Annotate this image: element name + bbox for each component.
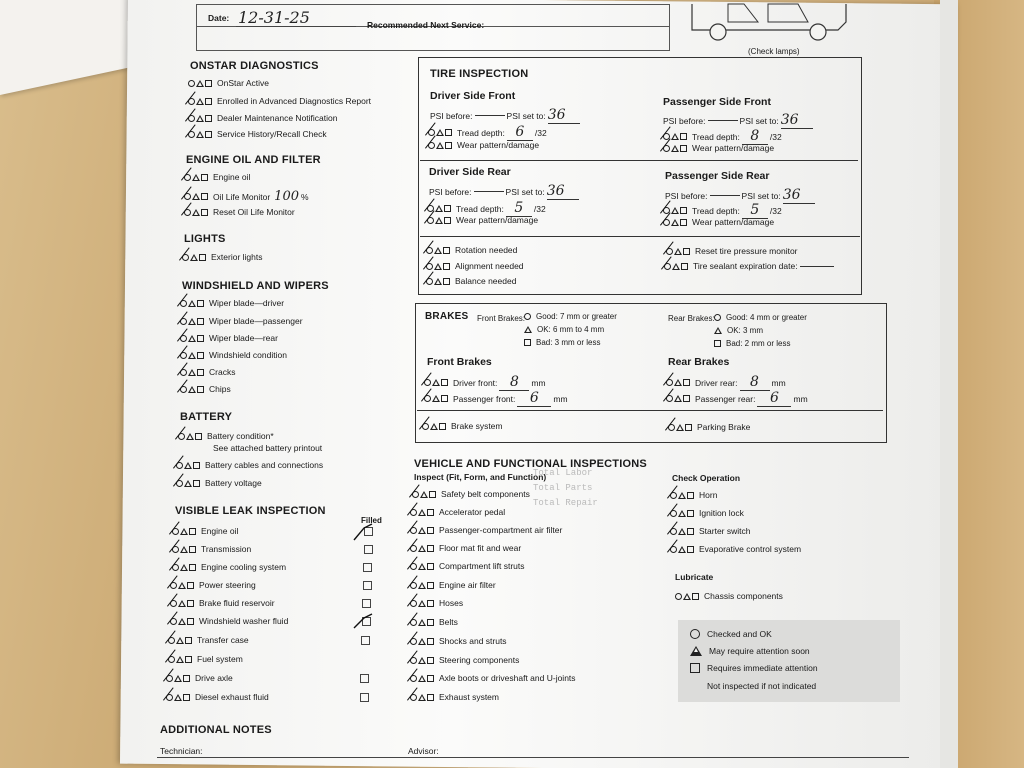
leak-item[interactable]: Diesel exhaust fluid [166, 692, 269, 702]
wipers-item[interactable]: Wiper blade—passenger [180, 316, 303, 326]
status-symbols-icon [188, 80, 212, 87]
pass-rear-psi-value: 36 [783, 187, 815, 204]
checked-symbols-icon [172, 546, 196, 553]
leak-item[interactable]: Brake fluid reservoir [170, 598, 275, 608]
lubricate-title: Lubricate [675, 572, 714, 582]
pass-rear-wear[interactable]: Wear pattern/damage [663, 217, 774, 227]
pass-rear-title: Passenger Side Rear [665, 170, 770, 182]
oil-item[interactable]: Reset Oil Life Monitor [184, 207, 295, 217]
pass-front-psi[interactable]: PSI before: PSI set to: 36 [663, 112, 813, 129]
key-immediate-attention: Requires immediate attention [690, 663, 818, 673]
leak-item[interactable]: Drive axle [166, 673, 233, 683]
battery-title: BATTERY [180, 411, 233, 423]
leak-item[interactable]: Windshield washer fluid [170, 616, 288, 626]
lubricate-item[interactable]: Chassis components [675, 591, 783, 601]
vehicle-item[interactable]: Engine air filter [410, 580, 496, 590]
battery-note: See attached battery printout [213, 443, 323, 453]
checked-symbols-icon [666, 248, 690, 255]
filled-checkbox[interactable] [360, 693, 369, 702]
vehicle-item[interactable]: Safety belt components [412, 489, 530, 499]
checked-symbols-icon [670, 492, 694, 499]
pass-rear-tread[interactable]: Tread depth: 5 /32 [663, 202, 782, 219]
driver-front-brake-value: 8 [499, 374, 529, 391]
battery-item[interactable]: Battery cables and connections [176, 460, 323, 470]
wipers-title: WINDSHIELD AND WIPERS [182, 280, 329, 292]
pass-front-brake-value: 6 [517, 390, 551, 407]
key-attention-soon: May require attention soon [690, 646, 810, 656]
driver-rear-psi[interactable]: PSI before: PSI set to: 36 [429, 183, 579, 200]
checked-symbols-icon [176, 462, 200, 469]
checked-symbols-icon [422, 423, 446, 430]
lights-title: LIGHTS [184, 233, 226, 245]
vehicle-item[interactable]: Floor mat fit and wear [410, 543, 521, 553]
rear-legend-good: Good: 4 mm or greater [714, 313, 807, 322]
tire-option[interactable]: Tire sealant expiration date: [664, 261, 834, 271]
checked-symbols-icon [428, 129, 452, 136]
pass-front-psi-value: 36 [781, 112, 813, 129]
battery-item[interactable]: Battery condition* [178, 431, 274, 441]
checked-symbols-icon [170, 618, 194, 625]
checked-symbols-icon [168, 656, 192, 663]
checked-symbols-icon [184, 209, 208, 216]
status-symbols-icon [675, 593, 699, 600]
check-op-item[interactable]: Ignition lock [670, 508, 744, 518]
checked-symbols-icon [670, 528, 694, 535]
advisor-label: Advisor: [408, 746, 439, 756]
tire-option[interactable]: Reset tire pressure monitor [666, 246, 798, 256]
driver-front-psi-value: 36 [548, 107, 580, 124]
checked-symbols-icon [426, 278, 450, 285]
rear-brakes-label: Rear Brakes: [668, 314, 715, 323]
checked-symbols-icon [428, 142, 452, 149]
leak-item[interactable]: Transmission [172, 544, 251, 554]
wipers-item[interactable]: Wiper blade—driver [180, 298, 284, 308]
checked-symbols-icon [180, 318, 204, 325]
checked-symbols-icon [180, 386, 204, 393]
filled-label: Filled [361, 516, 382, 525]
checked-symbols-icon [663, 133, 687, 140]
checked-symbols-icon [180, 300, 204, 307]
checked-symbols-icon [410, 619, 434, 626]
vehicle-item[interactable]: Belts [410, 617, 458, 627]
driver-front-tread-value: 6 [507, 124, 533, 141]
pass-rear-tread-value: 5 [742, 202, 768, 219]
checked-symbols-icon [180, 335, 204, 342]
checked-symbols-icon [666, 379, 690, 386]
pass-rear-brake-value: 6 [757, 390, 791, 407]
checked-symbols-icon [663, 219, 687, 226]
oil-life-value: 100 [274, 189, 299, 204]
triangle-icon [690, 646, 702, 656]
checked-symbols-icon [168, 637, 192, 644]
checked-symbols-icon [176, 480, 200, 487]
filled-check-mark-icon [352, 612, 376, 632]
front-brakes-title: Front Brakes [427, 356, 492, 368]
check-lamps-label: (Check lamps) [748, 47, 800, 56]
pass-front-title: Passenger Side Front [663, 96, 771, 108]
driver-rear-tread-value: 5 [506, 200, 532, 217]
signature-line [157, 757, 909, 758]
checked-symbols-icon [410, 527, 434, 534]
front-legend-good: Good: 7 mm or greater [524, 312, 617, 321]
checked-symbols-icon [180, 352, 204, 359]
date-label: Date: [208, 13, 230, 23]
check-op-title: Check Operation [672, 473, 741, 483]
tire-divider [420, 236, 860, 237]
checked-symbols-icon [424, 395, 448, 402]
next-service-label: Recommended Next Service: [367, 20, 485, 30]
date-line [236, 26, 356, 27]
checked-symbols-icon [410, 545, 434, 552]
checked-symbols-icon [410, 694, 434, 701]
rear-brakes-title: Rear Brakes [668, 356, 730, 368]
checked-symbols-icon [170, 600, 194, 607]
rear-legend-bad: Bad: 2 mm or less [714, 339, 790, 348]
pass-front-wear[interactable]: Wear pattern/damage [663, 143, 774, 153]
checked-symbols-icon [172, 564, 196, 571]
check-op-item[interactable]: Horn [670, 490, 717, 500]
front-legend-ok: OK: 6 mm to 4 mm [524, 325, 604, 334]
leak-item[interactable]: Transfer case [168, 635, 249, 645]
pass-rear-psi[interactable]: PSI before: PSI set to: 36 [665, 187, 815, 204]
vehicle-item[interactable]: Steering components [410, 655, 519, 665]
checked-symbols-icon [426, 247, 450, 254]
onstar-item[interactable]: Enrolled in Advanced Diagnostics Report [188, 96, 371, 106]
checked-symbols-icon [180, 369, 204, 376]
checked-symbols-icon [188, 98, 212, 105]
filled-checkbox[interactable] [361, 636, 370, 645]
onstar-title: ONSTAR DIAGNOSTICS [190, 60, 319, 72]
check-op-item[interactable]: Evaporative control system [670, 544, 801, 554]
checked-symbols-icon [663, 145, 687, 152]
driver-rear-brake[interactable]: Driver rear: 8 mm [666, 374, 786, 391]
checked-symbols-icon [410, 638, 434, 645]
vehicle-item[interactable]: Shocks and struts [410, 636, 507, 646]
pass-rear-brake[interactable]: Passenger rear: 6 mm [666, 390, 808, 407]
checked-symbols-icon [188, 131, 212, 138]
brake-system[interactable]: Brake system [422, 421, 503, 431]
onstar-item[interactable]: Dealer Maintenance Notification [188, 113, 337, 123]
filled-checkbox[interactable] [362, 599, 371, 608]
checked-symbols-icon [410, 675, 434, 682]
driver-rear-brake-value: 8 [740, 374, 770, 391]
checked-symbols-icon [668, 424, 692, 431]
driver-rear-psi-value: 36 [547, 183, 579, 200]
checked-symbols-icon [184, 193, 208, 200]
front-brakes-label: Front Brakes: [477, 314, 526, 323]
vehicle-item[interactable]: Compartment lift struts [410, 561, 525, 571]
check-op-item[interactable]: Starter switch [670, 526, 751, 536]
vehicle-item[interactable]: Accelerator pedal [410, 507, 505, 517]
vehicle-item[interactable]: Hoses [410, 598, 463, 608]
checked-symbols-icon [663, 207, 687, 214]
tire-option[interactable]: Rotation needed [426, 245, 517, 255]
pass-front-tread-value: 8 [742, 128, 768, 145]
oil-title: ENGINE OIL AND FILTER [186, 154, 321, 166]
checked-symbols-icon [410, 509, 434, 516]
checked-symbols-icon [170, 582, 194, 589]
brakes-divider [417, 410, 883, 411]
driver-front-psi[interactable]: PSI before: PSI set to: 36 [430, 107, 580, 124]
driver-rear-title: Driver Side Rear [429, 166, 511, 178]
oil-life-unit: % [301, 191, 309, 202]
wipers-item[interactable]: Chips [180, 384, 231, 394]
checked-symbols-icon [670, 510, 694, 517]
date-value: 12-31-25 [238, 8, 310, 27]
checked-symbols-icon [182, 254, 206, 261]
battery-item[interactable]: Battery voltage [176, 478, 262, 488]
wipers-item[interactable]: Wiper blade—rear [180, 333, 278, 343]
leak-item[interactable]: Power steering [170, 580, 256, 590]
checked-symbols-icon [172, 528, 196, 535]
checked-symbols-icon [427, 217, 451, 224]
wipers-item[interactable]: Windshield condition [180, 350, 287, 360]
leak-item[interactable]: Engine cooling system [172, 562, 286, 572]
rear-legend-ok: OK: 3 mm [714, 326, 763, 335]
vehicle-title: VEHICLE AND FUNCTIONAL INSPECTIONS [414, 458, 647, 470]
checked-symbols-icon [410, 600, 434, 607]
filled-checkbox[interactable] [363, 581, 372, 590]
tire-option[interactable]: Balance needed [426, 276, 516, 286]
additional-notes-title: ADDITIONAL NOTES [160, 724, 272, 736]
show-through-text: Total Labor Total Parts Total Repair [533, 468, 598, 508]
checked-symbols-icon [426, 263, 450, 270]
leak-item[interactable]: Engine oil [172, 526, 238, 536]
oil-item[interactable]: Oil Life Monitor 100 % [184, 189, 309, 204]
front-legend-bad: Bad: 3 mm or less [524, 338, 600, 347]
lights-item[interactable]: Exterior lights [182, 252, 263, 262]
checked-symbols-icon [412, 491, 436, 498]
onstar-item[interactable]: Service History/Recall Check [188, 129, 327, 139]
checked-symbols-icon [166, 675, 190, 682]
filled-check-mark-icon [352, 522, 376, 544]
vehicle-item[interactable]: Passenger-compartment air filter [410, 525, 562, 535]
checked-symbols-icon [410, 657, 434, 664]
checked-symbols-icon [666, 395, 690, 402]
key-not-inspected: Not inspected if not indicated [707, 681, 817, 691]
checked-symbols-icon [166, 694, 190, 701]
driver-front-wear[interactable]: Wear pattern/damage [428, 140, 539, 150]
square-icon [690, 663, 700, 673]
checked-symbols-icon [427, 205, 451, 212]
checked-symbols-icon [184, 174, 208, 181]
checked-symbols-icon [188, 115, 212, 122]
driver-front-title: Driver Side Front [430, 90, 516, 102]
vehicle-diagram [688, 0, 848, 42]
driver-rear-tread[interactable]: Tread depth: 5 /32 [427, 200, 546, 217]
technician-label: Technician: [160, 746, 203, 756]
pass-front-brake[interactable]: Passenger front: 6 mm [424, 390, 568, 407]
vehicle-item[interactable]: Exhaust system [410, 692, 499, 702]
tire-option[interactable]: Alignment needed [426, 261, 524, 271]
oil-item[interactable]: Engine oil [184, 172, 250, 182]
driver-front-tread[interactable]: Tread depth: 6 /32 [428, 124, 547, 141]
onstar-item[interactable]: OnStar Active [188, 78, 269, 88]
checked-symbols-icon [670, 546, 694, 553]
key-checked-ok: Checked and OK [690, 629, 772, 639]
sheet-edge [940, 0, 958, 768]
checked-symbols-icon [424, 379, 448, 386]
tire-divider [420, 160, 858, 161]
checked-symbols-icon [178, 433, 202, 440]
tire-title: TIRE INSPECTION [430, 68, 529, 80]
circle-icon [690, 629, 700, 639]
filled-checkbox[interactable] [363, 563, 372, 572]
parking-brake[interactable]: Parking Brake [668, 422, 750, 432]
checked-symbols-icon [410, 582, 434, 589]
leak-item[interactable]: Fuel system [168, 654, 243, 664]
filled-checkbox[interactable] [360, 674, 369, 683]
pass-front-tread[interactable]: Tread depth: 8 /32 [663, 128, 782, 145]
vehicle-item[interactable]: Axle boots or driveshaft and U-joints [410, 673, 576, 683]
driver-front-brake[interactable]: Driver front: 8 mm [424, 374, 546, 391]
checked-symbols-icon [664, 263, 688, 270]
vehicle-subtitle: Inspect (Fit, Form, and Function) [414, 472, 547, 482]
leak-title: VISIBLE LEAK INSPECTION [175, 505, 326, 517]
filled-checkbox[interactable] [364, 545, 373, 554]
wipers-item[interactable]: Cracks [180, 367, 235, 377]
driver-rear-wear[interactable]: Wear pattern/damage [427, 215, 538, 225]
brakes-title: BRAKES [425, 311, 469, 322]
checked-symbols-icon [410, 563, 434, 570]
